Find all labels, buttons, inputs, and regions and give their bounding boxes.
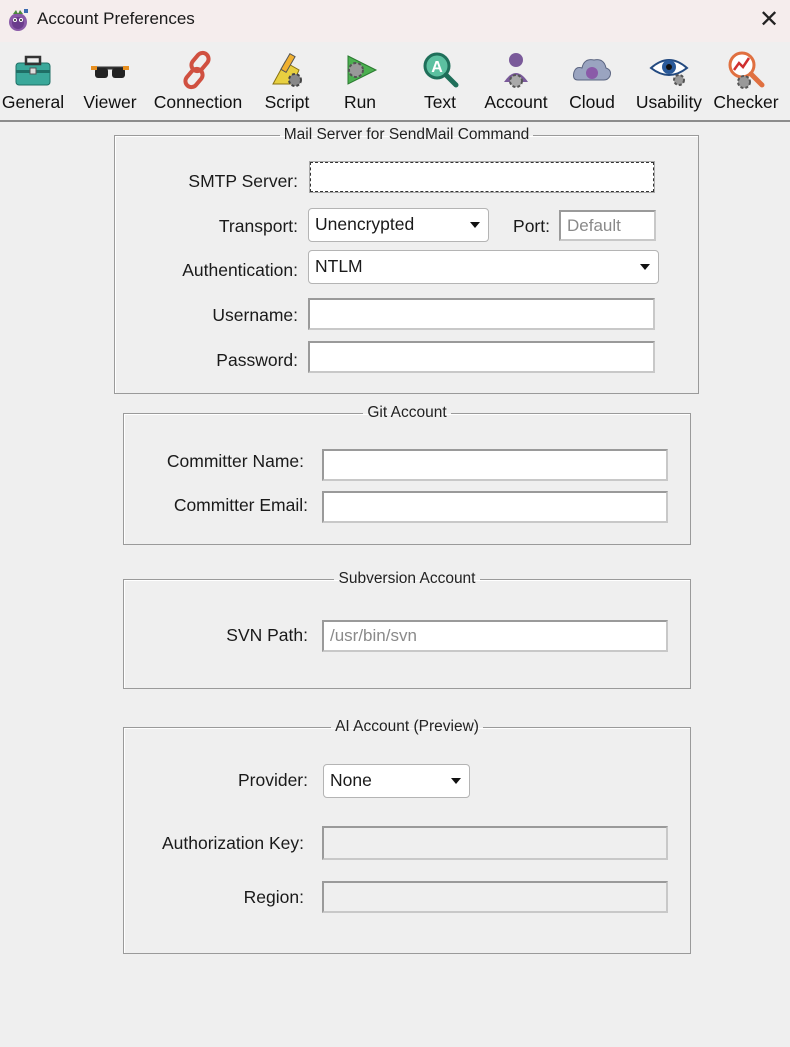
mail-server-legend: Mail Server for SendMail Command: [283, 126, 530, 143]
smtp-server-input[interactable]: [310, 162, 654, 192]
toolbar-label: Usability: [635, 92, 703, 112]
authorization-key-input: [322, 826, 668, 860]
username-input[interactable]: [308, 298, 655, 330]
toolbar-text-button[interactable]: [410, 42, 470, 118]
toolbar-usability-button[interactable]: [632, 42, 706, 118]
transport-label: Transport:: [218, 216, 298, 236]
toolbar-label: Cloud: [569, 92, 615, 112]
preferences-toolbar: [0, 42, 790, 122]
svn-path-input[interactable]: [322, 620, 668, 652]
transport-select[interactable]: [308, 208, 489, 242]
toolbar-label: Run: [343, 92, 377, 112]
toolbar-viewer-button[interactable]: [78, 42, 142, 118]
close-button[interactable]: ✕: [758, 6, 780, 33]
eye-gear-icon: [647, 48, 691, 92]
app-logo-icon: [7, 8, 29, 32]
toolbar-label: Script: [264, 92, 310, 112]
transport-select-value: Unencrypted: [315, 214, 415, 234]
subversion-account-legend: Subversion Account: [338, 570, 476, 587]
authentication-select[interactable]: [308, 250, 659, 284]
ai-account-legend: AI Account (Preview): [335, 718, 479, 735]
user-gear-icon: [494, 48, 538, 92]
toolbar-connection-button[interactable]: [150, 42, 246, 118]
committer-name-input[interactable]: [322, 449, 668, 481]
committer-name-label: Committer Name:: [166, 451, 304, 471]
git-account-legend: Git Account: [367, 404, 447, 421]
toolbar-label: Text: [423, 92, 457, 112]
toolbar-label: Viewer: [83, 92, 137, 112]
smtp-server-label: SMTP Server:: [188, 171, 298, 191]
username-label: Username:: [212, 305, 298, 325]
run-arrow-gear-icon: [338, 48, 382, 92]
svn-path-label: SVN Path:: [226, 625, 308, 645]
text-magnifier-icon: [418, 48, 462, 92]
region-label: Region:: [243, 887, 304, 907]
toolbar-general-button[interactable]: [0, 42, 66, 118]
toolbar-label: General: [1, 92, 65, 112]
password-label: Password:: [216, 350, 298, 370]
glasses-icon: [88, 48, 132, 92]
toolbox-icon: [11, 48, 55, 92]
region-input: [322, 881, 668, 913]
chevron-down-icon: [640, 264, 650, 270]
authentication-select-value: NTLM: [315, 256, 363, 276]
chart-magnifier-icon: [724, 48, 768, 92]
toolbar-label: Checker: [713, 92, 779, 112]
window-title: Account Preferences: [37, 9, 195, 28]
title-bar: [0, 0, 790, 42]
toolbar-cloud-button[interactable]: [564, 42, 620, 118]
toolbar-run-button[interactable]: [330, 42, 390, 118]
provider-label: Provider:: [237, 770, 308, 790]
toolbar-label: Account: [484, 92, 548, 112]
cloud-icon: [570, 48, 614, 92]
chain-link-icon: [176, 48, 220, 92]
committer-email-label: Committer Email:: [173, 495, 308, 515]
committer-email-input[interactable]: [322, 491, 668, 523]
chevron-down-icon: [451, 778, 461, 784]
port-label: Port:: [513, 216, 550, 236]
authentication-label: Authentication:: [182, 260, 298, 280]
authorization-key-label: Authorization Key:: [161, 833, 304, 853]
toolbar-checker-button[interactable]: [710, 42, 782, 118]
chevron-down-icon: [470, 222, 480, 228]
port-input[interactable]: [559, 210, 656, 241]
toolbar-label: Connection: [153, 92, 243, 112]
provider-select-value: None: [330, 770, 372, 790]
script-pencil-gear-icon: [265, 48, 309, 92]
toolbar-script-button[interactable]: [256, 42, 318, 118]
provider-select[interactable]: [323, 764, 470, 798]
password-input[interactable]: [308, 341, 655, 373]
toolbar-account-button[interactable]: [480, 42, 552, 118]
svg-text:A: A: [431, 59, 443, 76]
